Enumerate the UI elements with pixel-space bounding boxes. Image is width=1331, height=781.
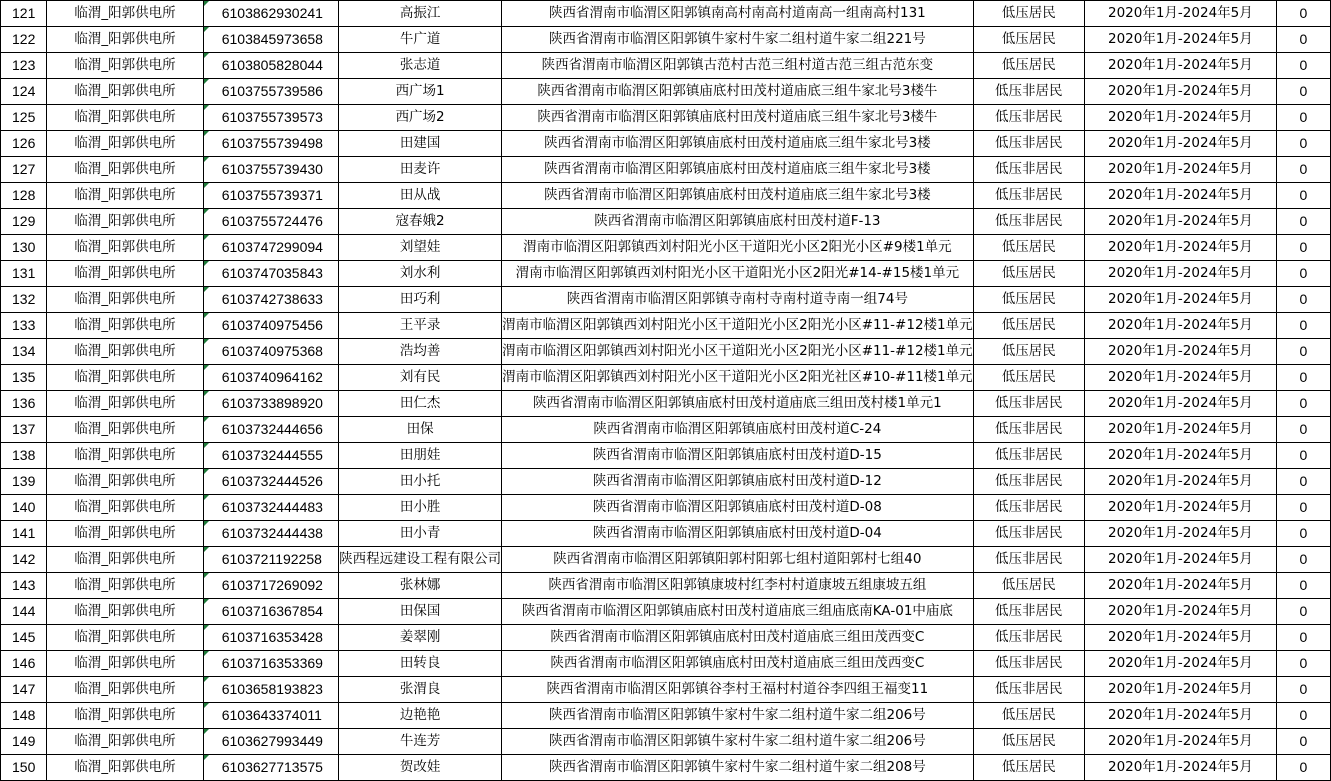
cell-customer-name[interactable]: 田保国 bbox=[339, 599, 502, 625]
table-row bbox=[1, 495, 1331, 521]
cell-account-number[interactable]: 6103755739586 bbox=[203, 79, 338, 105]
cell-customer-name[interactable]: 张林娜 bbox=[339, 573, 502, 599]
table-row bbox=[1, 651, 1331, 677]
cell-period[interactable]: 2020年1月-2024年5月 bbox=[1084, 339, 1276, 365]
cell-address[interactable]: 陕西省渭南市临渭区阳郭镇庙底村田茂村道庙底三组田茂村楼1单元1 bbox=[502, 391, 974, 417]
cell-period[interactable]: 2020年1月-2024年5月 bbox=[1084, 703, 1276, 729]
cell-amount[interactable]: 0 bbox=[1276, 287, 1330, 313]
cell-amount[interactable]: 0 bbox=[1276, 573, 1330, 599]
cell-customer-name[interactable]: 刘水利 bbox=[339, 261, 502, 287]
table-row bbox=[1, 677, 1331, 703]
cell-amount[interactable]: 0 bbox=[1276, 495, 1330, 521]
cell-row-number[interactable]: 127 bbox=[1, 157, 47, 183]
cell-period[interactable]: 2020年1月-2024年5月 bbox=[1084, 469, 1276, 495]
cell-period[interactable]: 2020年1月-2024年5月 bbox=[1084, 27, 1276, 53]
cell-row-number[interactable]: 129 bbox=[1, 209, 47, 235]
cell-customer-category[interactable]: 低压居民 bbox=[973, 573, 1084, 599]
table-row bbox=[1, 27, 1331, 53]
cell-row-number[interactable]: 132 bbox=[1, 287, 47, 313]
cell-period[interactable]: 2020年1月-2024年5月 bbox=[1084, 755, 1276, 781]
cell-amount[interactable]: 0 bbox=[1276, 339, 1330, 365]
cell-row-number[interactable]: 131 bbox=[1, 261, 47, 287]
cell-customer-category[interactable]: 低压非居民 bbox=[973, 131, 1084, 157]
cell-power-station[interactable]: 临渭_阳郭供电所 bbox=[47, 469, 203, 495]
table-row bbox=[1, 521, 1331, 547]
cell-customer-name[interactable]: 田巧利 bbox=[339, 287, 502, 313]
cell-power-station[interactable]: 临渭_阳郭供电所 bbox=[47, 235, 203, 261]
cell-address[interactable]: 陕西省渭南市临渭区阳郭镇牛家村牛家二组村道牛家二组221号 bbox=[502, 27, 974, 53]
table-row bbox=[1, 1, 1331, 27]
cell-row-number[interactable]: 121 bbox=[1, 1, 47, 27]
cell-amount[interactable]: 0 bbox=[1276, 105, 1330, 131]
cell-address[interactable]: 陕西省渭南市临渭区阳郭镇庙底村田茂村道D-15 bbox=[502, 443, 974, 469]
cell-customer-name[interactable]: 王平录 bbox=[339, 313, 502, 339]
cell-address[interactable]: 陕西省渭南市临渭区阳郭镇庙底村田茂村道庙底三组庙底南KA-01中庙底 bbox=[502, 599, 974, 625]
cell-customer-name[interactable]: 贺改娃 bbox=[339, 755, 502, 781]
cell-address[interactable]: 渭南市临渭区阳郭镇西刘村阳光小区干道阳光小区2阳光小区#11-#12楼1单元 bbox=[502, 339, 974, 365]
cell-customer-category[interactable]: 低压居民 bbox=[973, 235, 1084, 261]
cell-account-number[interactable]: 6103755724476 bbox=[203, 209, 338, 235]
cell-amount[interactable]: 0 bbox=[1276, 547, 1330, 573]
cell-period[interactable]: 2020年1月-2024年5月 bbox=[1084, 365, 1276, 391]
cell-address[interactable]: 渭南市临渭区阳郭镇西刘村阳光小区干道阳光小区2阳光#14-#15楼1单元 bbox=[502, 261, 974, 287]
cell-customer-category[interactable]: 低压居民 bbox=[973, 755, 1084, 781]
cell-amount[interactable]: 0 bbox=[1276, 261, 1330, 287]
cell-address[interactable]: 陕西省渭南市临渭区阳郭镇庙底村田茂村道C-24 bbox=[502, 417, 974, 443]
cell-amount[interactable]: 0 bbox=[1276, 677, 1330, 703]
cell-customer-category[interactable]: 低压非居民 bbox=[973, 105, 1084, 131]
cell-customer-name[interactable]: 高振江 bbox=[339, 1, 502, 27]
cell-row-number[interactable]: 144 bbox=[1, 599, 47, 625]
cell-customer-name[interactable]: 牛广道 bbox=[339, 27, 502, 53]
cell-address[interactable]: 陕西省渭南市临渭区阳郭镇古范村古范三组村道古范三组古范东变 bbox=[502, 53, 974, 79]
cell-row-number[interactable]: 122 bbox=[1, 27, 47, 53]
cell-account-number[interactable]: 6103755739371 bbox=[203, 183, 338, 209]
cell-customer-name[interactable]: 田从战 bbox=[339, 183, 502, 209]
cell-account-number[interactable]: 6103845973658 bbox=[203, 27, 338, 53]
cell-customer-category[interactable]: 低压居民 bbox=[973, 1, 1084, 27]
cell-address[interactable]: 陕西省渭南市临渭区阳郭镇庙底村田茂村道庙底三组田茂西变C bbox=[502, 651, 974, 677]
cell-period[interactable]: 2020年1月-2024年5月 bbox=[1084, 313, 1276, 339]
cell-amount[interactable]: 0 bbox=[1276, 417, 1330, 443]
cell-account-number[interactable]: 6103733898920 bbox=[203, 391, 338, 417]
cell-period[interactable]: 2020年1月-2024年5月 bbox=[1084, 625, 1276, 651]
cell-address[interactable]: 陕西省渭南市临渭区阳郭镇寺南村寺南村道寺南一组74号 bbox=[502, 287, 974, 313]
cell-period[interactable]: 2020年1月-2024年5月 bbox=[1084, 495, 1276, 521]
cell-power-station[interactable]: 临渭_阳郭供电所 bbox=[47, 209, 203, 235]
cell-address[interactable]: 陕西省渭南市临渭区阳郭镇庙底村田茂村道庙底三组牛家北号3楼牛 bbox=[502, 105, 974, 131]
cell-period[interactable]: 2020年1月-2024年5月 bbox=[1084, 131, 1276, 157]
cell-customer-name[interactable]: 刘有民 bbox=[339, 365, 502, 391]
cell-customer-name[interactable]: 张志道 bbox=[339, 53, 502, 79]
cell-account-number[interactable]: 6103716353369 bbox=[203, 651, 338, 677]
table-body bbox=[1, 1, 1331, 781]
cell-power-station[interactable]: 临渭_阳郭供电所 bbox=[47, 625, 203, 651]
cell-customer-category[interactable]: 低压居民 bbox=[973, 261, 1084, 287]
cell-customer-category[interactable]: 低压非居民 bbox=[973, 521, 1084, 547]
cell-customer-category[interactable]: 低压非居民 bbox=[973, 417, 1084, 443]
cell-customer-name[interactable]: 边艳艳 bbox=[339, 703, 502, 729]
cell-amount[interactable]: 0 bbox=[1276, 391, 1330, 417]
cell-amount[interactable]: 0 bbox=[1276, 79, 1330, 105]
cell-row-number[interactable]: 150 bbox=[1, 755, 47, 781]
cell-amount[interactable]: 0 bbox=[1276, 365, 1330, 391]
table-row bbox=[1, 469, 1331, 495]
cell-period[interactable]: 2020年1月-2024年5月 bbox=[1084, 599, 1276, 625]
cell-address[interactable]: 陕西省渭南市临渭区阳郭镇庙底村田茂村道F-13 bbox=[502, 209, 974, 235]
cell-customer-category[interactable]: 低压非居民 bbox=[973, 183, 1084, 209]
cell-amount[interactable]: 0 bbox=[1276, 443, 1330, 469]
cell-row-number[interactable]: 147 bbox=[1, 677, 47, 703]
table-row bbox=[1, 443, 1331, 469]
table-row bbox=[1, 79, 1331, 105]
cell-power-station[interactable]: 临渭_阳郭供电所 bbox=[47, 157, 203, 183]
cell-customer-category[interactable]: 低压非居民 bbox=[973, 157, 1084, 183]
cell-power-station[interactable]: 临渭_阳郭供电所 bbox=[47, 1, 203, 27]
cell-amount[interactable]: 0 bbox=[1276, 157, 1330, 183]
cell-address[interactable]: 渭南市临渭区阳郭镇西刘村阳光小区干道阳光小区2阳光社区#10-#11楼1单元 bbox=[502, 365, 974, 391]
cell-address[interactable]: 陕西省渭南市临渭区阳郭镇庙底村田茂村道庙底三组牛家北号3楼 bbox=[502, 183, 974, 209]
table-row bbox=[1, 261, 1331, 287]
cell-period[interactable]: 2020年1月-2024年5月 bbox=[1084, 1, 1276, 27]
cell-address[interactable]: 陕西省渭南市临渭区阳郭镇庙底村田茂村道庙底三组牛家北号3楼 bbox=[502, 157, 974, 183]
cell-power-station[interactable]: 临渭_阳郭供电所 bbox=[47, 391, 203, 417]
cell-row-number[interactable]: 142 bbox=[1, 547, 47, 573]
cell-amount[interactable]: 0 bbox=[1276, 209, 1330, 235]
cell-amount[interactable]: 0 bbox=[1276, 53, 1330, 79]
cell-row-number[interactable]: 133 bbox=[1, 313, 47, 339]
cell-amount[interactable]: 0 bbox=[1276, 313, 1330, 339]
cell-row-number[interactable]: 128 bbox=[1, 183, 47, 209]
cell-account-number[interactable]: 6103732444483 bbox=[203, 495, 338, 521]
cell-address[interactable]: 陕西省渭南市临渭区阳郭镇庙底村田茂村道D-08 bbox=[502, 495, 974, 521]
cell-amount[interactable]: 0 bbox=[1276, 703, 1330, 729]
cell-row-number[interactable]: 141 bbox=[1, 521, 47, 547]
cell-customer-name[interactable]: 陕西程远建设工程有限公司 bbox=[339, 547, 502, 573]
cell-power-station[interactable]: 临渭_阳郭供电所 bbox=[47, 287, 203, 313]
cell-power-station[interactable]: 临渭_阳郭供电所 bbox=[47, 183, 203, 209]
table-row bbox=[1, 599, 1331, 625]
cell-address[interactable]: 陕西省渭南市临渭区阳郭镇阳郭村阳郭七组村道阳郭村七组40 bbox=[502, 547, 974, 573]
cell-power-station[interactable]: 临渭_阳郭供电所 bbox=[47, 495, 203, 521]
cell-account-number[interactable]: 6103755739573 bbox=[203, 105, 338, 131]
cell-period[interactable]: 2020年1月-2024年5月 bbox=[1084, 235, 1276, 261]
cell-power-station[interactable]: 临渭_阳郭供电所 bbox=[47, 365, 203, 391]
cell-customer-category[interactable]: 低压非居民 bbox=[973, 443, 1084, 469]
cell-power-station[interactable]: 临渭_阳郭供电所 bbox=[47, 651, 203, 677]
cell-address[interactable]: 陕西省渭南市临渭区阳郭镇庙底村田茂村道庙底三组牛家北号3楼牛 bbox=[502, 79, 974, 105]
cell-period[interactable]: 2020年1月-2024年5月 bbox=[1084, 261, 1276, 287]
table-row bbox=[1, 183, 1331, 209]
table-row bbox=[1, 53, 1331, 79]
cell-address[interactable]: 陕西省渭南市临渭区阳郭镇牛家村牛家二组村道牛家二组206号 bbox=[502, 703, 974, 729]
cell-power-station[interactable]: 临渭_阳郭供电所 bbox=[47, 339, 203, 365]
cell-account-number[interactable]: 6103658193823 bbox=[203, 677, 338, 703]
cell-power-station[interactable]: 临渭_阳郭供电所 bbox=[47, 599, 203, 625]
cell-power-station[interactable]: 临渭_阳郭供电所 bbox=[47, 547, 203, 573]
table-row bbox=[1, 625, 1331, 651]
cell-address[interactable]: 陕西省渭南市临渭区阳郭镇谷李村王福村村道谷李四组王福变11 bbox=[502, 677, 974, 703]
cell-account-number[interactable]: 6103717269092 bbox=[203, 573, 338, 599]
cell-address[interactable]: 陕西省渭南市临渭区阳郭镇康坡村红李村村道康坡五组康坡五组 bbox=[502, 573, 974, 599]
cell-customer-category[interactable]: 低压居民 bbox=[973, 703, 1084, 729]
cell-account-number[interactable]: 6103747299094 bbox=[203, 235, 338, 261]
cell-period[interactable]: 2020年1月-2024年5月 bbox=[1084, 651, 1276, 677]
cell-account-number[interactable]: 6103740975368 bbox=[203, 339, 338, 365]
cell-power-station[interactable]: 临渭_阳郭供电所 bbox=[47, 677, 203, 703]
cell-customer-category[interactable]: 低压非居民 bbox=[973, 651, 1084, 677]
cell-amount[interactable]: 0 bbox=[1276, 755, 1330, 781]
cell-customer-category[interactable]: 低压居民 bbox=[973, 53, 1084, 79]
cell-amount[interactable]: 0 bbox=[1276, 469, 1330, 495]
cell-customer-name[interactable]: 刘望娃 bbox=[339, 235, 502, 261]
cell-customer-name[interactable]: 张渭良 bbox=[339, 677, 502, 703]
cell-customer-category[interactable]: 低压居民 bbox=[973, 313, 1084, 339]
cell-account-number[interactable]: 6103732444526 bbox=[203, 469, 338, 495]
cell-account-number[interactable]: 6103721192258 bbox=[203, 547, 338, 573]
cell-customer-name[interactable]: 田小托 bbox=[339, 469, 502, 495]
cell-account-number[interactable]: 6103862930241 bbox=[203, 1, 338, 27]
cell-row-number[interactable]: 130 bbox=[1, 235, 47, 261]
cell-amount[interactable]: 0 bbox=[1276, 27, 1330, 53]
cell-period[interactable]: 2020年1月-2024年5月 bbox=[1084, 729, 1276, 755]
cell-customer-name[interactable]: 田转良 bbox=[339, 651, 502, 677]
cell-amount[interactable]: 0 bbox=[1276, 599, 1330, 625]
table-row bbox=[1, 105, 1331, 131]
cell-power-station[interactable]: 临渭_阳郭供电所 bbox=[47, 131, 203, 157]
cell-power-station[interactable]: 临渭_阳郭供电所 bbox=[47, 443, 203, 469]
cell-customer-category[interactable]: 低压居民 bbox=[973, 27, 1084, 53]
cell-address[interactable]: 渭南市临渭区阳郭镇西刘村阳光小区干道阳光小区2阳光小区#9楼1单元 bbox=[502, 235, 974, 261]
cell-row-number[interactable]: 125 bbox=[1, 105, 47, 131]
table-row bbox=[1, 235, 1331, 261]
cell-amount[interactable]: 0 bbox=[1276, 183, 1330, 209]
cell-power-station[interactable]: 临渭_阳郭供电所 bbox=[47, 755, 203, 781]
cell-account-number[interactable]: 6103740975456 bbox=[203, 313, 338, 339]
cell-row-number[interactable]: 148 bbox=[1, 703, 47, 729]
cell-address[interactable]: 陕西省渭南市临渭区阳郭镇牛家村牛家二组村道牛家二组206号 bbox=[502, 729, 974, 755]
cell-customer-category[interactable]: 低压非居民 bbox=[973, 469, 1084, 495]
cell-account-number[interactable]: 6103755739430 bbox=[203, 157, 338, 183]
cell-row-number[interactable]: 139 bbox=[1, 469, 47, 495]
cell-amount[interactable]: 0 bbox=[1276, 235, 1330, 261]
cell-period[interactable]: 2020年1月-2024年5月 bbox=[1084, 547, 1276, 573]
table-row bbox=[1, 703, 1331, 729]
cell-power-station[interactable]: 临渭_阳郭供电所 bbox=[47, 261, 203, 287]
table-row bbox=[1, 287, 1331, 313]
cell-customer-category[interactable]: 低压居民 bbox=[973, 729, 1084, 755]
cell-power-station[interactable]: 临渭_阳郭供电所 bbox=[47, 53, 203, 79]
cell-account-number[interactable]: 6103716367854 bbox=[203, 599, 338, 625]
cell-address[interactable]: 陕西省渭南市临渭区阳郭镇庙底村田茂村道D-12 bbox=[502, 469, 974, 495]
table-row bbox=[1, 209, 1331, 235]
cell-period[interactable]: 2020年1月-2024年5月 bbox=[1084, 287, 1276, 313]
cell-account-number[interactable]: 6103627993449 bbox=[203, 729, 338, 755]
cell-address[interactable]: 陕西省渭南市临渭区阳郭镇庙底村田茂村道庙底三组牛家北号3楼 bbox=[502, 131, 974, 157]
cell-row-number[interactable]: 143 bbox=[1, 573, 47, 599]
cell-address[interactable]: 陕西省渭南市临渭区阳郭镇南高村南高村道南高一组南高村131 bbox=[502, 1, 974, 27]
cell-customer-category[interactable]: 低压非居民 bbox=[973, 79, 1084, 105]
cell-power-station[interactable]: 临渭_阳郭供电所 bbox=[47, 729, 203, 755]
cell-customer-category[interactable]: 低压非居民 bbox=[973, 495, 1084, 521]
table-row bbox=[1, 157, 1331, 183]
cell-power-station[interactable]: 临渭_阳郭供电所 bbox=[47, 703, 203, 729]
cell-account-number[interactable]: 6103740964162 bbox=[203, 365, 338, 391]
cell-period[interactable]: 2020年1月-2024年5月 bbox=[1084, 79, 1276, 105]
cell-row-number[interactable]: 149 bbox=[1, 729, 47, 755]
cell-period[interactable]: 2020年1月-2024年5月 bbox=[1084, 53, 1276, 79]
table-row bbox=[1, 729, 1331, 755]
table-row bbox=[1, 313, 1331, 339]
cell-account-number[interactable]: 6103742738633 bbox=[203, 287, 338, 313]
cell-customer-category[interactable]: 低压非居民 bbox=[973, 677, 1084, 703]
cell-customer-name[interactable]: 田建国 bbox=[339, 131, 502, 157]
cell-account-number[interactable]: 6103805828044 bbox=[203, 53, 338, 79]
cell-power-station[interactable]: 临渭_阳郭供电所 bbox=[47, 79, 203, 105]
cell-row-number[interactable]: 135 bbox=[1, 365, 47, 391]
cell-row-number[interactable]: 134 bbox=[1, 339, 47, 365]
cell-row-number[interactable]: 137 bbox=[1, 417, 47, 443]
table-row bbox=[1, 131, 1331, 157]
cell-period[interactable]: 2020年1月-2024年5月 bbox=[1084, 573, 1276, 599]
cell-power-station[interactable]: 临渭_阳郭供电所 bbox=[47, 521, 203, 547]
cell-period[interactable]: 2020年1月-2024年5月 bbox=[1084, 391, 1276, 417]
table-row bbox=[1, 573, 1331, 599]
cell-account-number[interactable]: 6103747035843 bbox=[203, 261, 338, 287]
cell-power-station[interactable]: 临渭_阳郭供电所 bbox=[47, 417, 203, 443]
cell-row-number[interactable]: 138 bbox=[1, 443, 47, 469]
cell-period[interactable]: 2020年1月-2024年5月 bbox=[1084, 443, 1276, 469]
cell-period[interactable]: 2020年1月-2024年5月 bbox=[1084, 183, 1276, 209]
cell-account-number[interactable]: 6103627713575 bbox=[203, 755, 338, 781]
cell-account-number[interactable]: 6103732444438 bbox=[203, 521, 338, 547]
cell-customer-category[interactable]: 低压非居民 bbox=[973, 209, 1084, 235]
cell-customer-category[interactable]: 低压非居民 bbox=[973, 599, 1084, 625]
cell-row-number[interactable]: 140 bbox=[1, 495, 47, 521]
cell-amount[interactable]: 0 bbox=[1276, 729, 1330, 755]
cell-period[interactable]: 2020年1月-2024年5月 bbox=[1084, 521, 1276, 547]
table-row bbox=[1, 547, 1331, 573]
cell-row-number[interactable]: 123 bbox=[1, 53, 47, 79]
cell-amount[interactable]: 0 bbox=[1276, 651, 1330, 677]
cell-customer-name[interactable]: 西广场2 bbox=[339, 105, 502, 131]
table-row bbox=[1, 339, 1331, 365]
cell-row-number[interactable]: 145 bbox=[1, 625, 47, 651]
cell-customer-name[interactable]: 田朋娃 bbox=[339, 443, 502, 469]
cell-account-number[interactable]: 6103732444555 bbox=[203, 443, 338, 469]
table-row bbox=[1, 391, 1331, 417]
table-row bbox=[1, 365, 1331, 391]
cell-period[interactable]: 2020年1月-2024年5月 bbox=[1084, 677, 1276, 703]
cell-customer-name[interactable]: 田小青 bbox=[339, 521, 502, 547]
cell-account-number[interactable]: 6103643374011 bbox=[203, 703, 338, 729]
cell-period[interactable]: 2020年1月-2024年5月 bbox=[1084, 157, 1276, 183]
cell-customer-name[interactable]: 田麦许 bbox=[339, 157, 502, 183]
cell-row-number[interactable]: 126 bbox=[1, 131, 47, 157]
cell-customer-category[interactable]: 低压居民 bbox=[973, 339, 1084, 365]
table-row bbox=[1, 755, 1331, 781]
cell-customer-category[interactable]: 低压居民 bbox=[973, 287, 1084, 313]
cell-power-station[interactable]: 临渭_阳郭供电所 bbox=[47, 27, 203, 53]
cell-customer-name[interactable]: 寇春娥2 bbox=[339, 209, 502, 235]
cell-customer-name[interactable]: 田仁杰 bbox=[339, 391, 502, 417]
cell-amount[interactable]: 0 bbox=[1276, 625, 1330, 651]
cell-customer-category[interactable]: 低压非居民 bbox=[973, 547, 1084, 573]
cell-customer-name[interactable]: 田保 bbox=[339, 417, 502, 443]
cell-customer-category[interactable]: 低压非居民 bbox=[973, 625, 1084, 651]
cell-customer-category[interactable]: 低压居民 bbox=[973, 365, 1084, 391]
cell-customer-name[interactable]: 西广场1 bbox=[339, 79, 502, 105]
cell-power-station[interactable]: 临渭_阳郭供电所 bbox=[47, 573, 203, 599]
cell-customer-category[interactable]: 低压非居民 bbox=[973, 391, 1084, 417]
cell-amount[interactable]: 0 bbox=[1276, 1, 1330, 27]
cell-row-number[interactable]: 146 bbox=[1, 651, 47, 677]
cell-address[interactable]: 渭南市临渭区阳郭镇西刘村阳光小区干道阳光小区2阳光小区#11-#12楼1单元 bbox=[502, 313, 974, 339]
cell-customer-name[interactable]: 姜翠刚 bbox=[339, 625, 502, 651]
cell-amount[interactable]: 0 bbox=[1276, 521, 1330, 547]
cell-account-number[interactable]: 6103755739498 bbox=[203, 131, 338, 157]
cell-row-number[interactable]: 124 bbox=[1, 79, 47, 105]
cell-power-station[interactable]: 临渭_阳郭供电所 bbox=[47, 105, 203, 131]
cell-period[interactable]: 2020年1月-2024年5月 bbox=[1084, 417, 1276, 443]
cell-account-number[interactable]: 6103716353428 bbox=[203, 625, 338, 651]
cell-address[interactable]: 陕西省渭南市临渭区阳郭镇庙底村田茂村道D-04 bbox=[502, 521, 974, 547]
cell-customer-name[interactable]: 浩均善 bbox=[339, 339, 502, 365]
cell-period[interactable]: 2020年1月-2024年5月 bbox=[1084, 105, 1276, 131]
cell-amount[interactable]: 0 bbox=[1276, 131, 1330, 157]
cell-address[interactable]: 陕西省渭南市临渭区阳郭镇庙底村田茂村道庙底三组田茂西变C bbox=[502, 625, 974, 651]
cell-row-number[interactable]: 136 bbox=[1, 391, 47, 417]
cell-account-number[interactable]: 6103732444656 bbox=[203, 417, 338, 443]
table-row bbox=[1, 417, 1331, 443]
cell-period[interactable]: 2020年1月-2024年5月 bbox=[1084, 209, 1276, 235]
cell-power-station[interactable]: 临渭_阳郭供电所 bbox=[47, 313, 203, 339]
cell-address[interactable]: 陕西省渭南市临渭区阳郭镇牛家村牛家二组村道牛家二组208号 bbox=[502, 755, 974, 781]
cell-customer-name[interactable]: 牛连芳 bbox=[339, 729, 502, 755]
cell-customer-name[interactable]: 田小胜 bbox=[339, 495, 502, 521]
